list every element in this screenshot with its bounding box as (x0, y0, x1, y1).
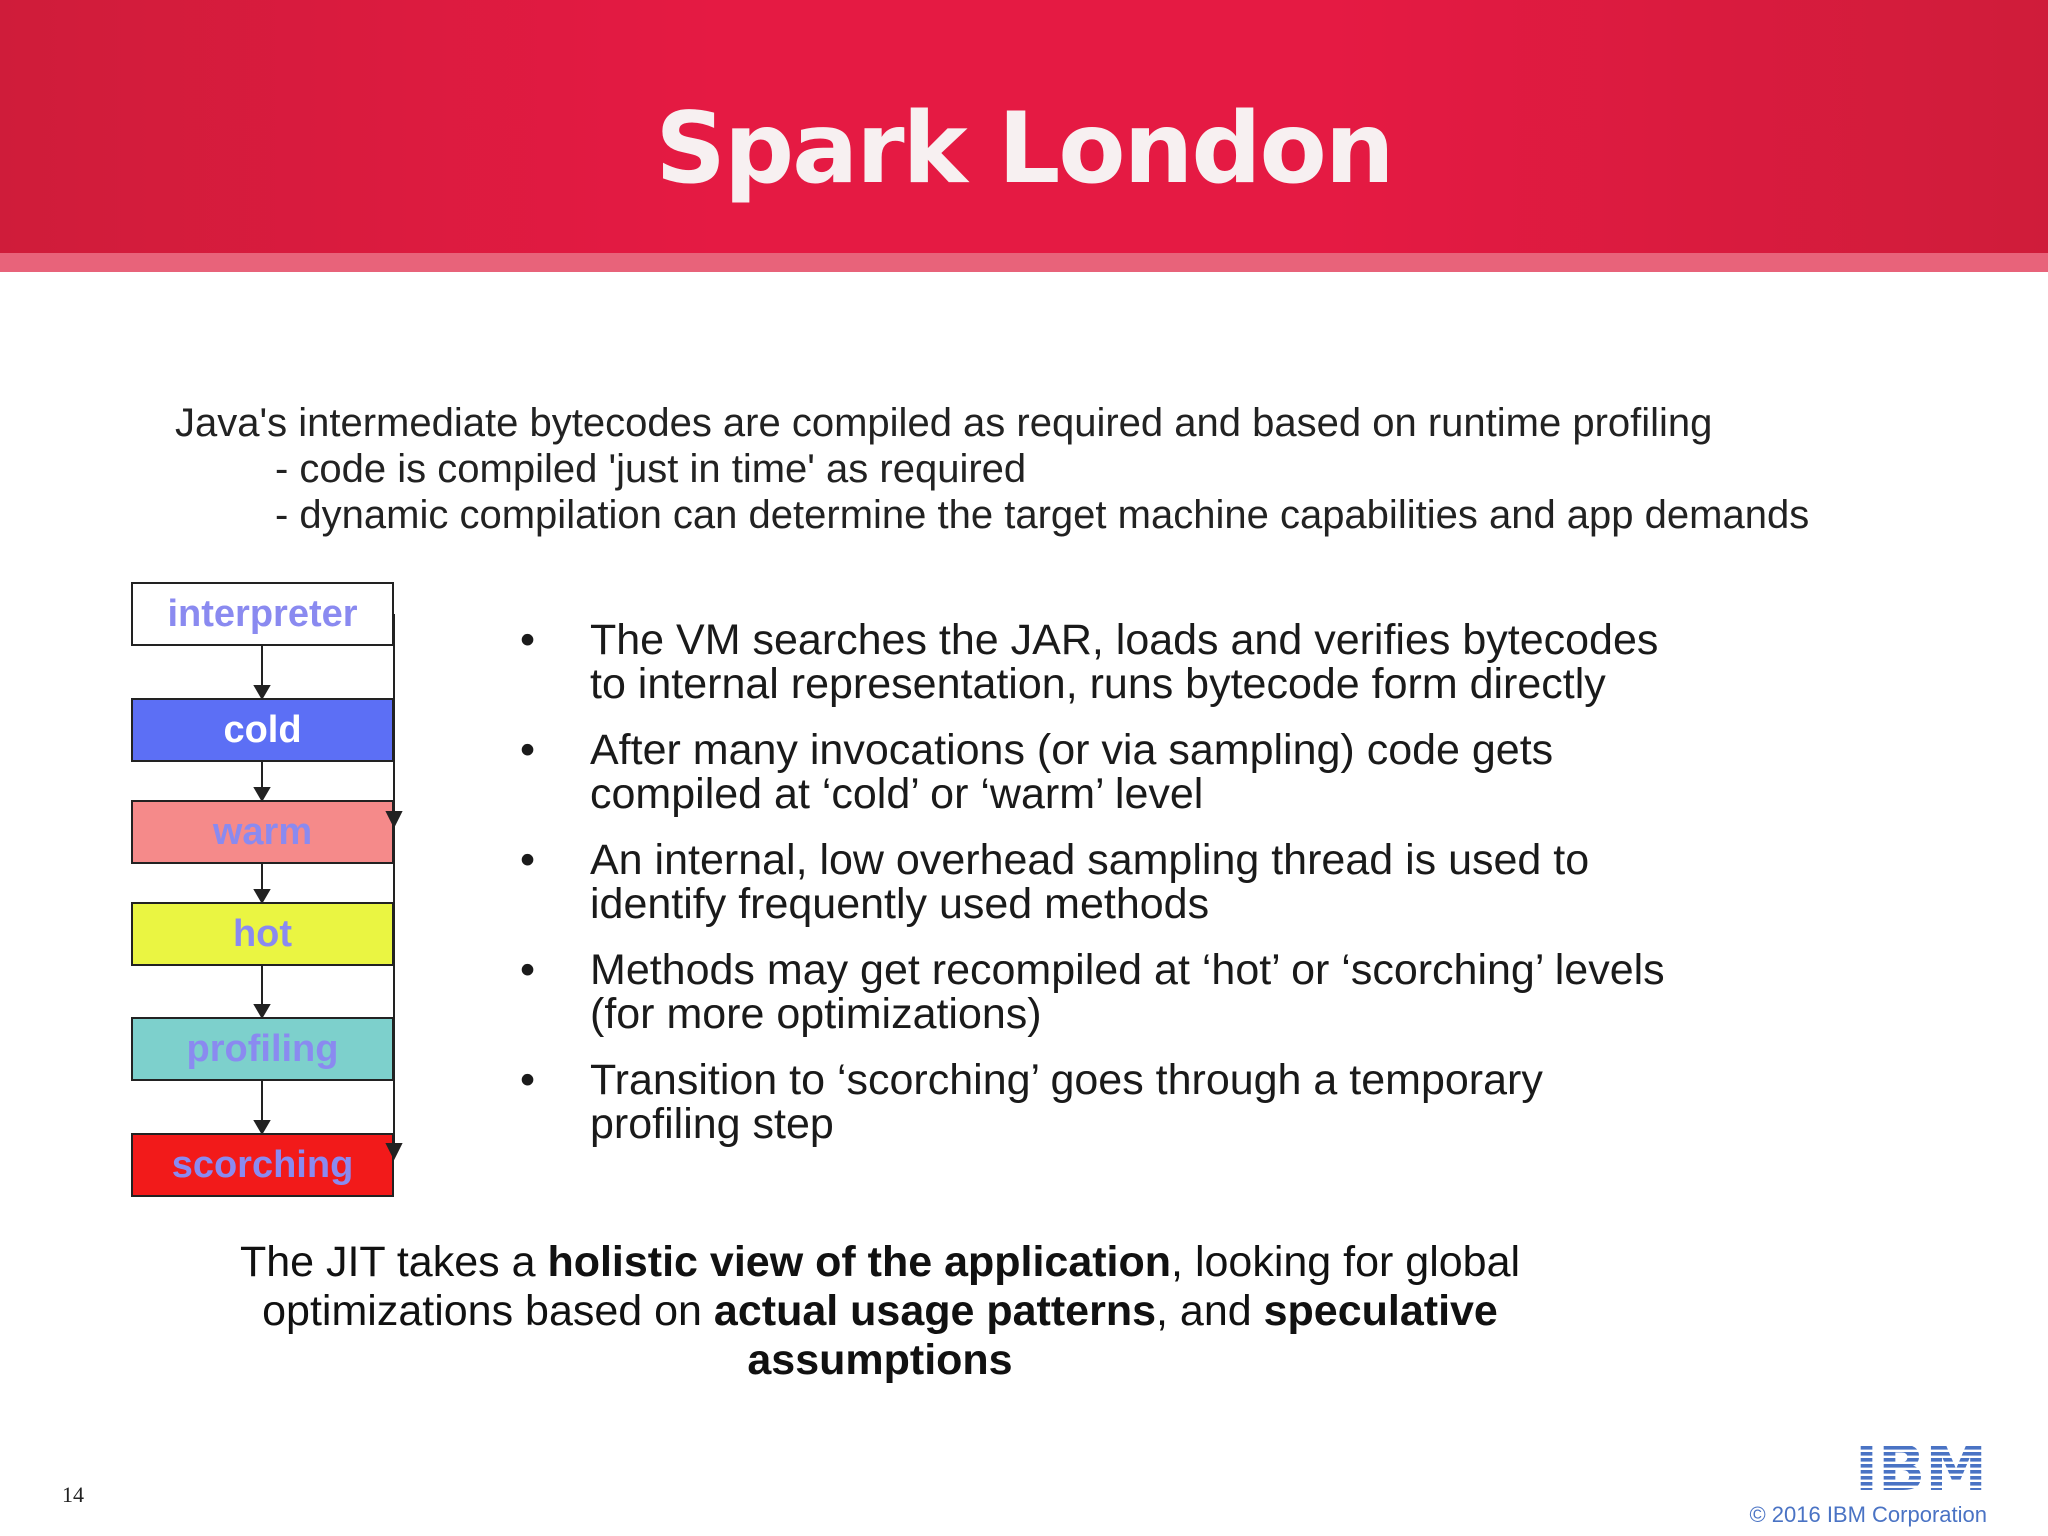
summary-text (150, 1238, 1610, 1385)
bullet-text: After many invocations (or via sampling) code gets (590, 726, 1554, 774)
bullet-dot: • (520, 726, 536, 774)
summary-part: , looking for global optimizations based on (262, 1238, 1521, 1335)
intro-subpoint: - dynamic compilation can determine the target machine capabilities and app demands (275, 493, 1810, 537)
summary-part: The JIT takes a (239, 1238, 548, 1286)
arrow-head (255, 890, 269, 902)
arrow-head (255, 686, 269, 698)
level-box-interpreter: interpreter (131, 582, 394, 646)
level-box-cold: cold (131, 698, 394, 762)
bullet-text: Methods may get recompiled at ‘hot’ or ‘scorching’ levels (590, 946, 1665, 994)
level-box-hot: hot (131, 902, 394, 966)
bullet-text: identify frequently used methods (590, 880, 1210, 928)
bullet-dot: • (520, 836, 536, 884)
bullet-text: compiled at ‘cold’ or ‘warm’ level (590, 770, 1204, 818)
bullet-text: The VM searches the JAR, loads and verifies bytecodes (590, 616, 1659, 664)
bullet-text: (for more optimizations) (590, 990, 1042, 1038)
copyright: © 2016 IBM Corporation (1749, 1502, 1987, 1527)
arrow-head (255, 1121, 269, 1133)
bullet-text: to internal representation, runs bytecode form directly (590, 660, 1606, 708)
ibm-logo (1855, 1440, 1987, 1494)
level-box-scorching: scorching (131, 1133, 394, 1197)
bullet-text: Transition to ‘scorching’ goes through a temporary (590, 1056, 1543, 1104)
bullet-dot: • (520, 946, 536, 994)
summary-part: , and (1156, 1287, 1264, 1335)
summary-emphasis: speculative assumptions (747, 1287, 1498, 1384)
header-strip (0, 253, 2048, 272)
level-box-warm: warm (131, 800, 394, 864)
ibm-logo-text: IBM (1855, 1440, 1987, 1494)
page-number: 14 (62, 1482, 84, 1507)
bullet-dot: • (520, 616, 536, 664)
summary-emphasis: holistic view of the application (547, 1238, 1172, 1286)
arrow-head (255, 1005, 269, 1017)
slide-title: Spark London (655, 92, 1393, 206)
summary-emphasis: actual usage patterns (713, 1287, 1157, 1335)
intro-text: Java's intermediate bytecodes are compiled as required and based on runtime profiling (175, 401, 1713, 445)
bullet-text: An internal, low overhead sampling thread is used to (590, 836, 1590, 884)
arrow-head (255, 788, 269, 800)
bullet-dot: • (520, 1056, 536, 1104)
level-box-profiling: profiling (131, 1017, 394, 1081)
bullet-text: profiling step (590, 1100, 834, 1148)
intro-subpoint: - code is compiled 'just in time' as required (275, 447, 1027, 491)
